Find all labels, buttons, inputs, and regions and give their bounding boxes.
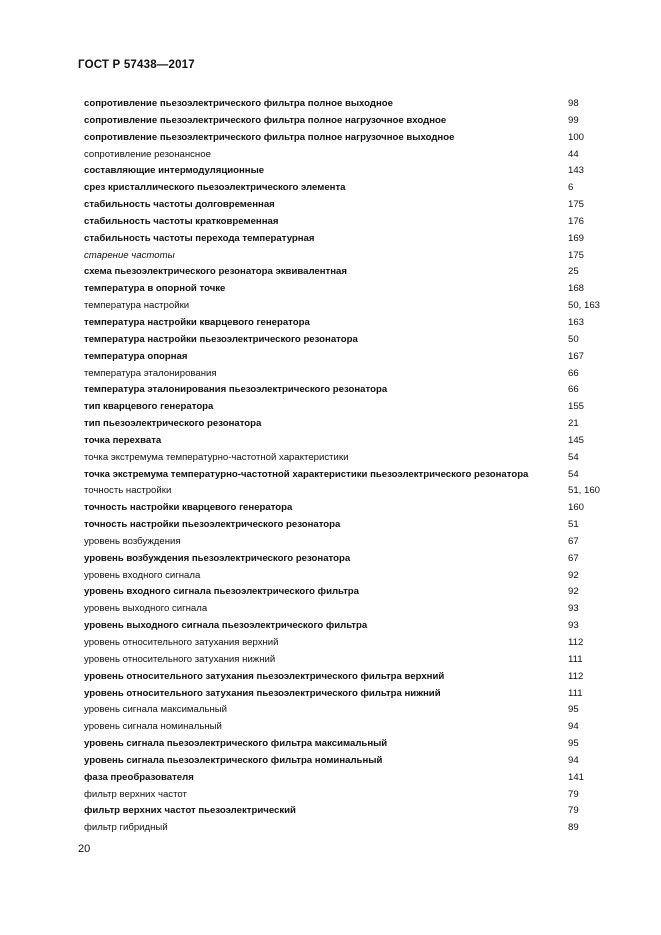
index-term: старение частоты <box>84 249 175 261</box>
index-entry <box>84 753 604 770</box>
index-term: уровень сигнала пьезоэлектрического фильтра номинальный <box>84 754 383 766</box>
index-term: уровень входного сигнала <box>84 569 201 581</box>
index-reference: 94 <box>568 721 579 733</box>
index-reference: 92 <box>568 569 579 581</box>
index-entry <box>84 719 604 736</box>
index-reference: 79 <box>568 788 579 800</box>
index-entry <box>84 534 604 551</box>
index-term: точность настройки <box>84 485 172 497</box>
index-term: сопротивление пьезоэлектрического фильтра полное нагрузочное выходное <box>84 131 455 143</box>
index-term: температура эталонирования пьезоэлектрического резонатора <box>84 384 388 396</box>
index-term: тип пьезоэлектрического резонатора <box>84 418 262 430</box>
alphabetical-index <box>84 96 604 837</box>
index-term: уровень сигнала максимальный <box>84 704 228 716</box>
index-entry <box>84 130 604 147</box>
index-term: фильтр гибридный <box>84 822 168 834</box>
index-reference: 54 <box>568 468 579 480</box>
index-term: температура эталонирования <box>84 367 217 379</box>
index-entry <box>84 618 604 635</box>
index-reference: 54 <box>568 451 579 463</box>
index-entry <box>84 483 604 500</box>
index-term: уровень относительного затухания верхний <box>84 637 279 648</box>
index-term: точка перехвата <box>84 434 162 446</box>
index-entry <box>84 551 604 568</box>
index-entry <box>84 197 604 214</box>
index-term: схема пьезоэлектрического резонатора эквивалентная <box>84 266 347 278</box>
index-term: уровень относительного затухания пьезоэлектрического фильтра верхний <box>84 670 445 682</box>
index-term: сопротивление резонансное <box>84 148 211 160</box>
index-term: сопротивление пьезоэлектрического фильтра полное нагрузочное входное <box>84 114 447 126</box>
index-term: температура настройки кварцевого генератора <box>84 316 310 328</box>
index-term: сопротивление пьезоэлектрического фильтра полное выходное <box>84 98 393 109</box>
index-reference: 50 <box>568 333 579 345</box>
index-reference: 141 <box>568 771 585 783</box>
index-entry <box>84 399 604 416</box>
index-term: стабильность частоты долговременная <box>84 199 275 211</box>
index-reference: 94 <box>568 754 579 766</box>
index-entry <box>84 96 604 113</box>
index-entry <box>84 416 604 433</box>
index-reference: 66 <box>568 384 579 396</box>
index-reference: 51, 160 <box>568 485 601 497</box>
index-entry <box>84 736 604 753</box>
index-term: тип кварцевого генератора <box>84 401 214 413</box>
index-term: уровень сигнала номинальный <box>84 721 222 733</box>
index-reference: 44 <box>568 148 579 160</box>
index-reference: 169 <box>568 232 585 244</box>
index-reference: 67 <box>568 535 579 547</box>
index-entry <box>84 584 604 601</box>
index-entry <box>84 433 604 450</box>
document-header: ГОСТ Р 57438—2017 <box>78 59 195 71</box>
index-term: стабильность частоты кратковременная <box>84 215 279 227</box>
index-term: точка экстремума температурно-частотной характеристики пьезоэлектрического резонатора <box>84 468 529 480</box>
index-term: стабильность частоты перехода температурная <box>84 232 315 244</box>
index-reference: 175 <box>568 249 585 261</box>
index-reference: 51 <box>568 519 579 531</box>
index-entry <box>84 298 604 315</box>
index-term: точность настройки пьезоэлектрического резонатора <box>84 519 341 531</box>
index-entry <box>84 450 604 467</box>
index-term: точка экстремума температурно-частотной характеристики <box>84 451 349 463</box>
index-entry <box>84 332 604 349</box>
index-entry <box>84 635 604 652</box>
index-reference: 163 <box>568 316 585 328</box>
index-reference: 50, 163 <box>568 300 601 312</box>
index-term: уровень относительного затухания пьезоэлектрического фильтра нижний <box>84 687 441 699</box>
index-term: температура настройки <box>84 300 190 312</box>
index-reference: 6 <box>568 182 574 194</box>
index-entry <box>84 231 604 248</box>
index-entry <box>84 787 604 804</box>
index-reference: 98 <box>568 98 579 109</box>
index-reference: 111 <box>568 687 583 699</box>
index-entry <box>84 500 604 517</box>
index-entry <box>84 281 604 298</box>
index-entry <box>84 568 604 585</box>
index-entry <box>84 686 604 703</box>
index-entry <box>84 180 604 197</box>
index-term: составляющие интермодуляционные <box>84 165 265 177</box>
index-entry <box>84 803 604 820</box>
index-term: фильтр верхних частот пьезоэлектрический <box>84 805 296 817</box>
index-reference: 160 <box>568 502 585 514</box>
index-entry <box>84 467 604 484</box>
index-term: уровень относительного затухания нижний <box>84 653 276 665</box>
index-entry <box>84 366 604 383</box>
index-reference: 100 <box>568 131 585 143</box>
index-entry <box>84 248 604 265</box>
index-reference: 93 <box>568 603 579 615</box>
index-term: точность настройки кварцевого генератора <box>84 502 293 514</box>
index-reference: 155 <box>568 401 585 413</box>
index-term: фильтр верхних частот <box>84 788 187 800</box>
index-reference: 92 <box>568 586 579 598</box>
index-reference: 89 <box>568 822 579 834</box>
index-term: уровень сигнала пьезоэлектрического фильтра максимальный <box>84 738 388 750</box>
index-reference: 93 <box>568 620 579 632</box>
index-entry <box>84 113 604 130</box>
index-entry <box>84 652 604 669</box>
index-entry <box>84 669 604 686</box>
index-term: температура настройки пьезоэлектрического резонатора <box>84 333 358 345</box>
index-term: уровень входного сигнала пьезоэлектрического фильтра <box>84 586 360 598</box>
index-reference: 25 <box>568 266 579 278</box>
index-term: температура в опорной точке <box>84 283 226 295</box>
index-entry <box>84 820 604 837</box>
page-number: 20 <box>78 843 91 855</box>
index-entry <box>84 517 604 534</box>
index-term: фаза преобразователя <box>84 771 194 783</box>
index-reference: 99 <box>568 114 579 126</box>
index-reference: 175 <box>568 199 585 211</box>
index-entry <box>84 315 604 332</box>
index-reference: 176 <box>568 215 585 227</box>
index-term: уровень выходного сигнала <box>84 603 208 615</box>
index-entry <box>84 382 604 399</box>
index-entry <box>84 601 604 618</box>
index-entry <box>84 349 604 366</box>
index-reference: 145 <box>568 434 585 446</box>
index-reference: 95 <box>568 738 579 750</box>
index-reference: 21 <box>568 418 579 430</box>
index-reference: 167 <box>568 350 585 362</box>
index-reference: 112 <box>568 637 584 648</box>
index-reference: 112 <box>568 670 584 682</box>
index-term: уровень выходного сигнала пьезоэлектрического фильтра <box>84 620 368 632</box>
index-entry <box>84 147 604 164</box>
index-entry <box>84 214 604 231</box>
index-term: срез кристаллического пьезоэлектрического элемента <box>84 182 346 194</box>
index-reference: 168 <box>568 283 585 295</box>
index-reference: 67 <box>568 552 579 564</box>
index-term: уровень возбуждения пьезоэлектрического резонатора <box>84 552 351 564</box>
index-reference: 111 <box>568 653 583 665</box>
index-reference: 95 <box>568 704 579 716</box>
index-reference: 79 <box>568 805 579 817</box>
index-entry <box>84 702 604 719</box>
index-entry <box>84 770 604 787</box>
index-entry <box>84 163 604 180</box>
index-term: уровень возбуждения <box>84 535 181 547</box>
index-reference: 66 <box>568 367 579 379</box>
index-entry <box>84 264 604 281</box>
index-reference: 143 <box>568 165 585 177</box>
index-term: температура опорная <box>84 350 188 362</box>
